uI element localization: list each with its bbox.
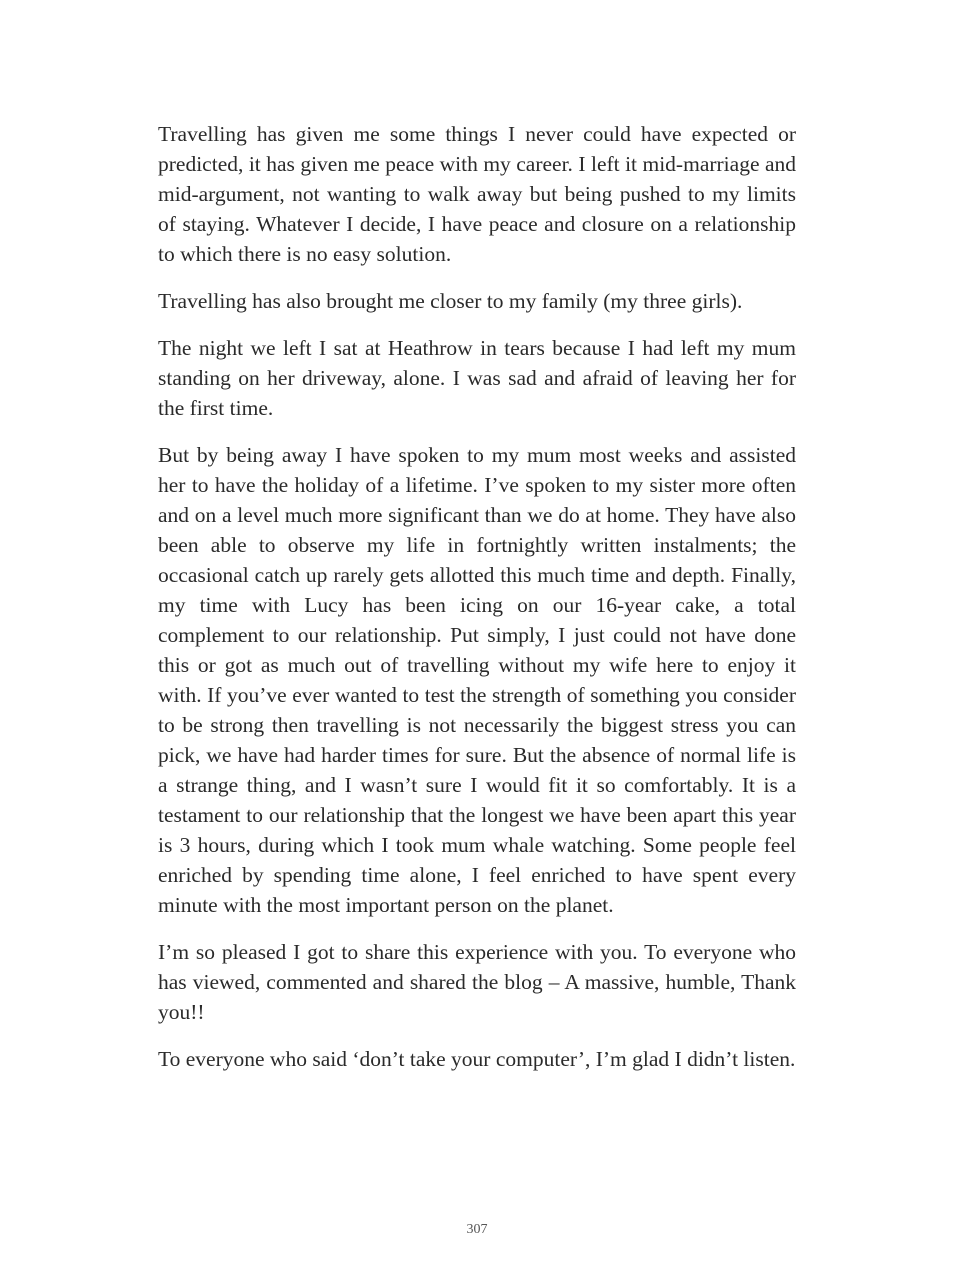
paragraph-thanks: I’m so pleased I got to share this experience with you. To everyone who has viewed, commented and shared the blog – A massive, humble, Thank you!!	[158, 940, 796, 1024]
paragraph-computer: To everyone who said ‘don’t take your computer’, I’m glad I didn’t listen.	[158, 1047, 796, 1071]
paragraph-family: Travelling has also brought me closer to my family (my three girls).	[158, 289, 743, 313]
paragraph-career: Travelling has given me some things I never could have expected or predicted, it has given me peace with my career. I left it mid-marriage and mid-argument, not wanting to walk away but being pushed to my limits of staying. Whatever I decide, I have peace and closure on a relationship to which there is no easy solution.	[158, 122, 796, 266]
paragraph-heathrow: The night we left I sat at Heathrow in tears because I had left my mum standing on her driveway, alone. I was sad and afraid of leaving her for the first time.	[158, 336, 796, 420]
paragraph-relationships: But by being away I have spoken to my mum most weeks and assisted her to have the holiday of a lifetime. I’ve spoken to my sister more often and on a level much more significant than we do at home. They have also been able to observe my life in fortnightly written instalments; the occasional catch up rarely gets allotted this much time and depth. Finally, my time with Lucy has been icing on our 16-year cake, a total complement to our relationship. Put simply, I just could not have done this or got as much out of travelling without my wife here to enjoy it with. If you’ve ever wanted to test the strength of something you consider to be strong then travelling is not necessarily the biggest stress you can pick, we have had harder times for sure. But the absence of normal life is a strange thing, and I wasn’t sure I would fit it so comfortably. It is a testament to our relationship that the longest we have been apart this year is 3 hours, during which I took mum whale watching. Some people feel enriched by spending time alone, I feel enriched to have spent every minute with the most important person on the planet.	[158, 443, 796, 917]
page-body	[158, 119, 796, 1091]
page-number: 307	[466, 1222, 488, 1237]
